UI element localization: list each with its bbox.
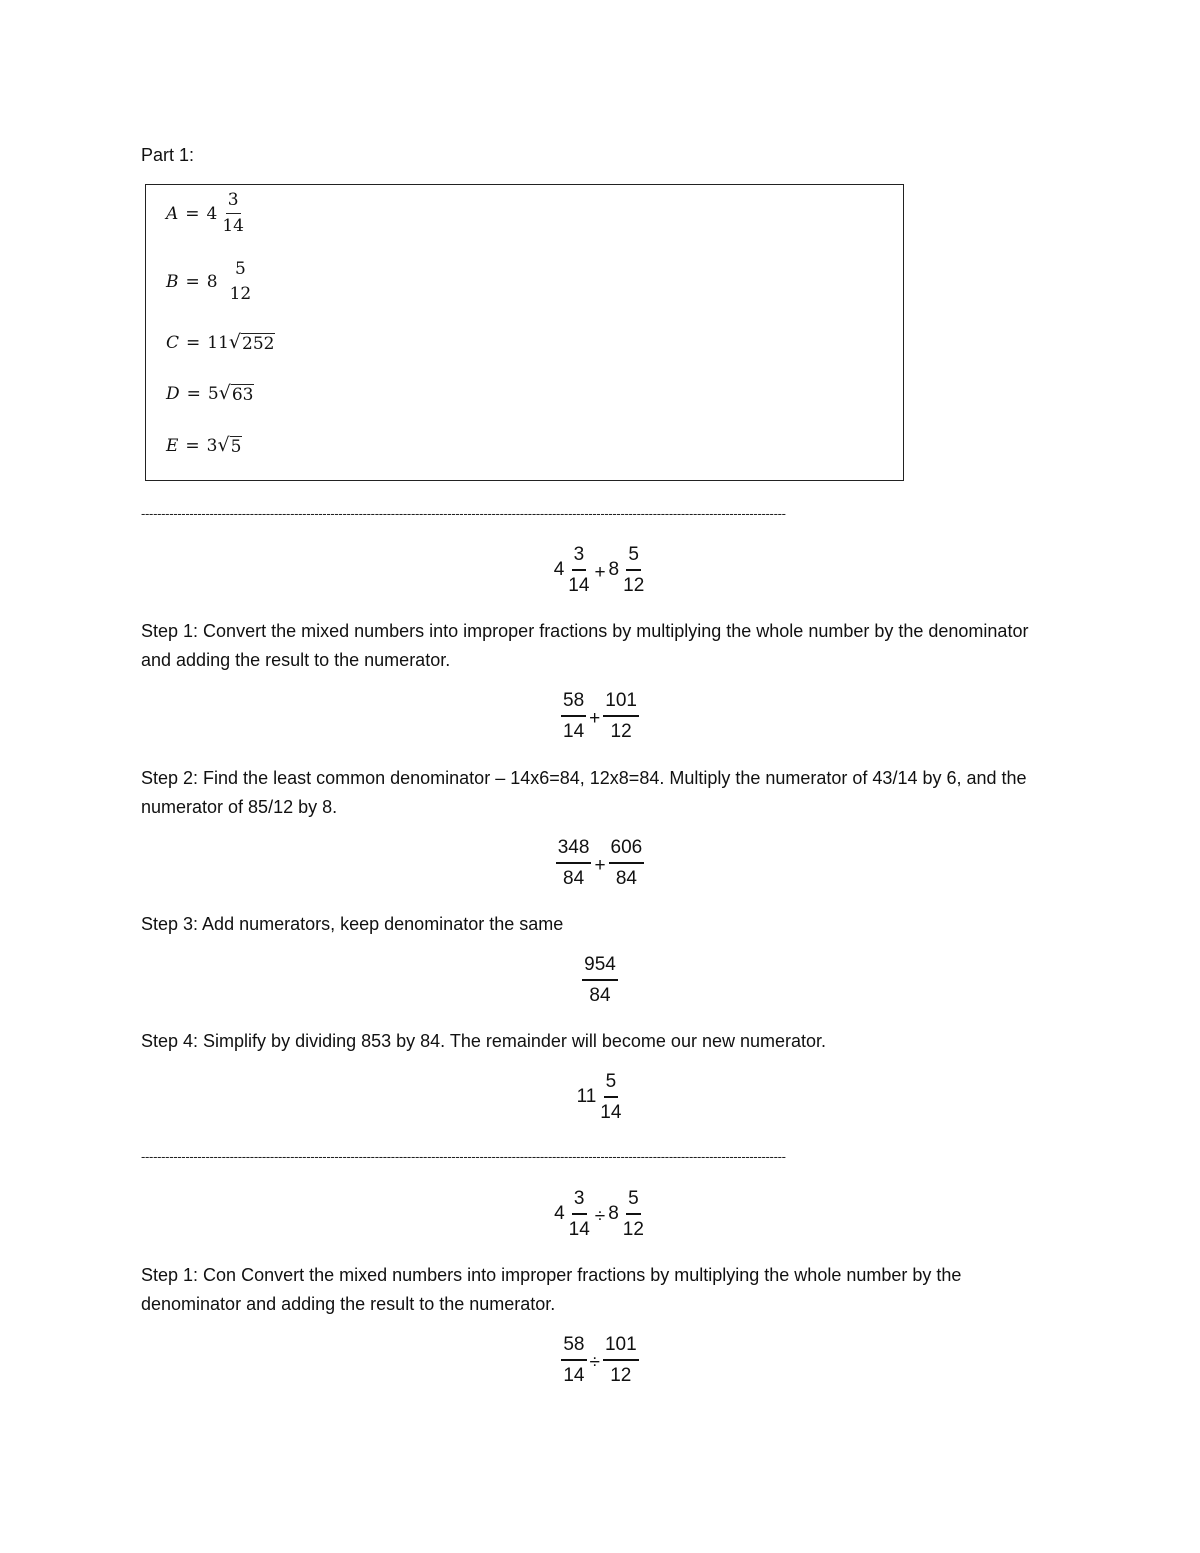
numerator: 101	[603, 1335, 639, 1361]
radicand: 5	[230, 437, 242, 457]
fraction	[228, 261, 254, 303]
addition-step-3: Step 3: Add numerators, keep denominator the same	[141, 914, 564, 934]
numerator: 58	[561, 691, 586, 717]
addition-step-2: Step 2: Find the least common denominator – 14x6=84, 12x8=84. Multiply the numerator of 43/14 by 6, and the numerator of 85/12 by 8.	[141, 768, 1027, 817]
definitions-box	[145, 184, 904, 481]
section-divider: ----------------------------------------------------------------------------------------------------------------------------------------------------------------	[141, 507, 786, 521]
numerator: 5	[604, 1072, 619, 1098]
denominator: 12	[229, 284, 252, 304]
fraction	[621, 545, 646, 595]
denominator: 12	[622, 1219, 644, 1240]
fraction	[561, 1335, 586, 1385]
square-root	[219, 384, 255, 405]
variable-name: A	[166, 203, 179, 224]
numerator: 3	[226, 192, 241, 214]
definition-b	[166, 261, 253, 303]
whole-number: 8	[608, 1203, 619, 1224]
plus-operator: +	[594, 855, 606, 876]
divide-operator: ÷	[589, 1352, 600, 1373]
fraction	[561, 691, 586, 741]
whole-number: 11	[576, 1086, 597, 1107]
denominator: 14	[568, 575, 590, 596]
fraction	[566, 545, 591, 595]
denominator: 84	[615, 868, 637, 889]
radical-sign-icon: √	[218, 382, 231, 404]
addition-problem	[0, 545, 1200, 595]
addition-step-1: Step 1: Convert the mixed numbers into improper fractions by multiplying the whole number by the denominator and adding the result to the numerator.	[141, 621, 1029, 670]
variable-name: D	[166, 384, 180, 405]
numerator: 5	[626, 1189, 641, 1215]
divide-operator: ÷	[594, 1206, 606, 1227]
denominator: 12	[610, 1365, 632, 1386]
plus-operator: +	[589, 708, 601, 729]
addition-equation-1	[0, 691, 1200, 741]
numerator: 101	[603, 691, 639, 717]
radicand: 63	[231, 385, 254, 405]
definition-c	[166, 333, 275, 354]
variable-name: E	[166, 436, 179, 457]
numerator: 3	[572, 545, 587, 571]
definition-a	[166, 192, 246, 235]
addition-step-4: Step 4: Simplify by dividing 853 by 84. The remainder will become our new numerator.	[141, 1031, 827, 1051]
denominator: 84	[589, 985, 611, 1006]
square-root	[229, 333, 276, 354]
whole-number: 8	[206, 272, 218, 292]
fraction	[556, 838, 592, 888]
fraction	[603, 1335, 639, 1385]
fraction	[603, 691, 639, 741]
fraction	[609, 838, 645, 888]
coefficient: 11	[207, 333, 229, 354]
variable-name: C	[166, 333, 180, 354]
numerator: 58	[561, 1335, 586, 1361]
equals-sign: =	[185, 203, 200, 224]
radical-sign-icon: √	[228, 331, 242, 353]
division-step-1: Step 1: Con Convert the mixed numbers into improper fractions by multiplying the whole number by the denominator and adding the result to the numerator.	[141, 1265, 962, 1314]
variable-name: B	[166, 272, 179, 292]
square-root	[218, 436, 243, 457]
denominator: 14	[563, 1365, 585, 1386]
addition-equation-3	[0, 955, 1200, 1005]
coefficient: 5	[207, 384, 219, 405]
addition-result	[0, 1072, 1200, 1122]
division-problem	[0, 1189, 1200, 1239]
whole-number: 4	[553, 559, 565, 580]
fraction	[598, 1072, 623, 1122]
whole-number: 4	[554, 1203, 565, 1224]
denominator: 14	[222, 216, 244, 236]
numerator: 606	[609, 838, 645, 864]
radical-sign-icon: √	[217, 434, 230, 456]
numerator: 348	[556, 838, 592, 864]
equals-sign: =	[185, 272, 200, 292]
equals-sign: =	[186, 333, 201, 354]
denominator: 14	[568, 1219, 590, 1240]
denominator: 12	[610, 721, 632, 742]
definition-e	[166, 436, 242, 457]
whole-number: 4	[206, 203, 218, 224]
radicand: 252	[242, 334, 275, 354]
fraction	[567, 1189, 592, 1239]
fraction	[582, 955, 618, 1005]
equals-sign: =	[186, 384, 201, 405]
denominator: 14	[600, 1102, 622, 1123]
numerator: 954	[582, 955, 618, 981]
fraction	[220, 192, 246, 235]
addition-equation-2	[0, 838, 1200, 888]
numerator: 5	[626, 545, 641, 571]
denominator: 14	[563, 721, 585, 742]
plus-operator: +	[594, 562, 606, 583]
definition-d	[166, 384, 254, 405]
denominator: 84	[563, 868, 585, 889]
whole-number: 8	[608, 559, 620, 580]
equals-sign: =	[185, 436, 200, 457]
denominator: 12	[623, 575, 645, 596]
coefficient: 3	[206, 436, 218, 457]
part-title: Part 1:	[141, 145, 195, 165]
numerator: 5	[234, 259, 246, 279]
numerator: 3	[572, 1189, 587, 1215]
fraction	[621, 1189, 646, 1239]
section-divider: ----------------------------------------------------------------------------------------------------------------------------------------------------------------	[141, 1150, 786, 1164]
division-equation-1	[0, 1335, 1200, 1385]
